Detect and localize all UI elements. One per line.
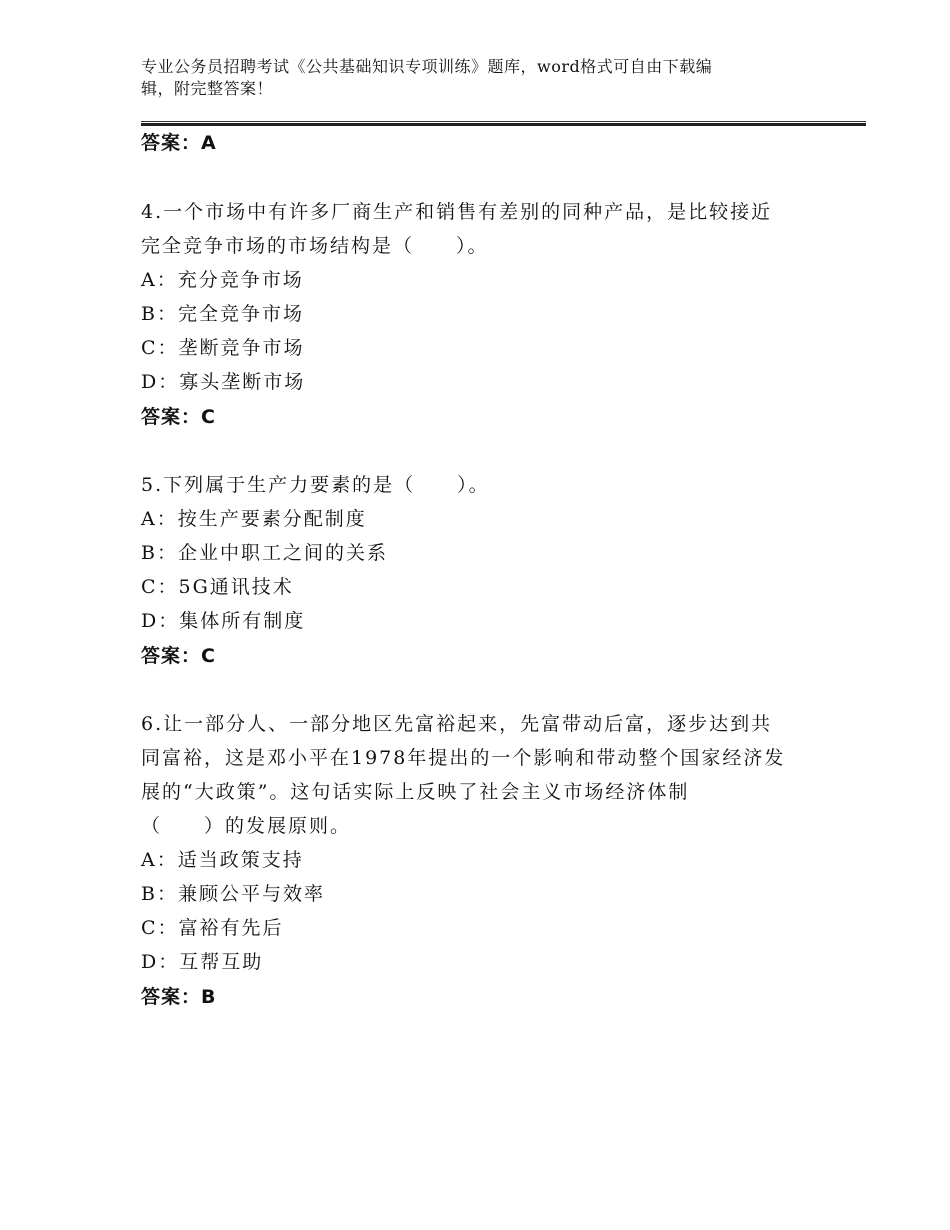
- question-6-stem-line-3: 展的“大政策”。这句话实际上反映了社会主义市场经济体制: [141, 781, 690, 803]
- question-6-stem-line-1: 6.让一部分人、一部分地区先富裕起来，先富带动后富，逐步达到共: [141, 713, 773, 735]
- question-4-option-c: C：垄断竞争市场: [141, 337, 305, 359]
- previous-answer: 答案：A: [141, 132, 217, 154]
- question-5-option-d: D：集体所有制度: [141, 610, 306, 632]
- header-line-2: 辑，附完整答案！: [141, 79, 274, 98]
- question-6-option-c: C：富裕有先后: [141, 917, 284, 939]
- header-divider-thin: [141, 121, 866, 122]
- question-5-stem-line-1: 5.下列属于生产力要素的是（ ）。: [141, 474, 490, 496]
- question-6-answer: 答案：B: [141, 986, 217, 1008]
- question-4-option-d: D：寡头垄断市场: [141, 371, 306, 393]
- question-5-option-a: A：按生产要素分配制度: [141, 508, 367, 530]
- question-6-option-d: D：互帮互助: [141, 951, 264, 973]
- header-divider-thick: [141, 123, 866, 126]
- question-4-stem-line-1: 4.一个市场中有许多厂商生产和销售有差别的同种产品，是比较接近: [141, 201, 773, 223]
- question-5-answer: 答案：C: [141, 645, 216, 667]
- question-6-option-a: A：适当政策支持: [141, 849, 304, 871]
- question-4-answer: 答案：C: [141, 406, 216, 428]
- question-6-option-b: B：兼顾公平与效率: [141, 883, 325, 905]
- question-5-option-c: C：5G通讯技术: [141, 576, 294, 598]
- question-6-stem-line-2: 同富裕，这是邓小平在1978年提出的一个影响和带动整个国家经济发: [141, 747, 786, 769]
- question-4-option-b: B：完全竞争市场: [141, 303, 304, 325]
- question-4-stem-line-2: 完全竞争市场的市场结构是（ ）。: [141, 235, 489, 257]
- question-6-stem-line-4: （ ）的发展原则。: [141, 815, 352, 837]
- page-header: [141, 56, 801, 100]
- header-line-1: 专业公务员招聘考试《公共基础知识专项训练》题库，word格式可自由下载编: [141, 57, 713, 76]
- question-5-option-b: B：企业中职工之间的关系: [141, 542, 388, 564]
- question-4-option-a: A：充分竞争市场: [141, 269, 304, 291]
